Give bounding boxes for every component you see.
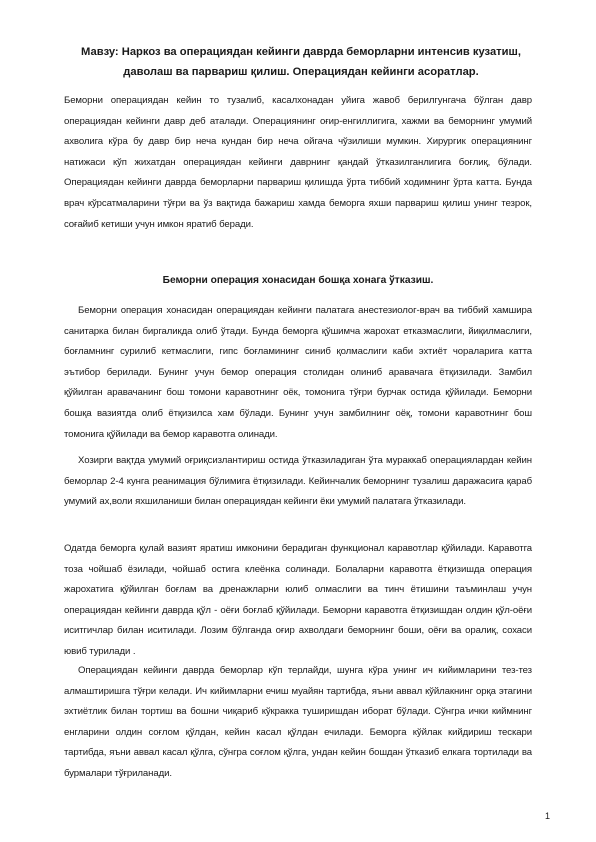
- body-paragraph-4: Одатда беморга қулай вазият яратиш имконини берадиган функционал каравотлар қўйилади. Каравотга тоза чойшаб ёзилади, чойшаб остига клеёнка солинади. Болаларни каравотга ётқизишда операция жарохатига қўйилган боғлам ва дренажларни юлиб олмаслиги ва тинч ётишини таъминлаш учун операциядан кейинги даврда қўл - оёғи боғлаб қўйилади. Беморни каравотга ётқизишдан олдин қўл-оёғи иситгичлар билан иситилади. Лозим бўлганда оғир ахволдаги беморнинг боши, оёғи ва оралиқ, сохаси ювиб турилади .: [64, 543, 532, 657]
- body-paragraph-5: Операциядан кейинги даврда беморлар кўп терлайди, шунга кўра унинг ич кийимларини тез-тез алмаштиришга тўғри келади. Ич кийимларни ечиш муайян тартибда, яъни аввал кўйлакнинг орқа этагини эхтиётлик билан тортиш ва бошни чиқариб кўкракка туширишдан иборат бўлади. Сўнгра ички киймнинг енгларини олдин соғлом қўлдан, кейин касал қўлдан ечилади. Беморга кўйлак кийдириш тескари тартибда, яъни аввал касал қўлга, сўнгра соғлом қўлга, ундан кейин бошдан ўтказиб елкага тортилади ва бурмалари тўғриланади.: [64, 665, 532, 779]
- body-paragraph-3: Хозирги вақтда умумий оғриқсизлантириш остида ўтказиладиган ўта мураккаб операциялардан кейин беморлар 2-4 кунга реанимация бўлимига ётқизилади. Кейинчалик беморнинг тузалиш даражасига қараб умумий ах,воли яхшиланиши билан операциядан кейинги ёки умумий палатага ўтказилади.: [64, 455, 532, 508]
- body-paragraph-2: Беморни операция хонасидан операциядан кейинги палатага анестезиолог-врач ва тиббий хамшира санитарка билан биргаликда олиб ўтади. Бунда беморга қўшимча жарохат етказмаслиги, йиқилмаслиги, боғламнинг сурилиб кетмаслиги, гипс боғламининг синиб қолмаслиги каби эхтиёт чораларига катта эътибор берилади. Бунинг учун бемор операция столидан олиниб аравачага ётқизилади. Замбил қўйилган аравачанинг бош томони каравотнинг оёк, томонига тўғри бурчак остида қўйилади. Беморни бошқа вазиятда олиб ётқизилса хам бўлади. Бунинг учун замбилнинг оёқ, томони каравотнинг бош томонига қўйилади ва бемор каравотга олинади.: [64, 305, 532, 440]
- section-heading: Беморни операция хонасидан бошқа хонага ўтказиш.: [162, 275, 434, 286]
- body-paragraph-1: Беморни операциядан кейин то тузалиб, касалхонадан уйига жавоб берилгунгача бўлган давр операциядан кейинги давр деб аталади. Операциянинг оғир-енгиллигига, хажми ва беморнинг умумий ахволига кўра бу давр бир неча кундан бир неча ойгача чўзилиши мумкин. Хирургик операциянинг натижаси кўп жихатдан операциядан кейинги даврнинг қандай ўтказилганлигига боғлиқ, бўлади. Операциядан кейинги даврда беморларни парвариш қилишда ўрта тиббий ходимнинг ўрта катта. Бунда врач кўрсатмаларини тўғри ва ўз вақтида бажариш хамда беморга яхши парвариш қилиш унинг тезрок, соғайиб кетиши учун имкон яратиб беради.: [64, 95, 532, 230]
- page-number: 1: [544, 811, 550, 821]
- document-title: Мавзу: Наркоз ва операциядан кейинги даврда беморларни интенсив кузатиш, даволаш ва парвариш қилиш. Операциядан кейинги асоратлар.: [81, 46, 521, 78]
